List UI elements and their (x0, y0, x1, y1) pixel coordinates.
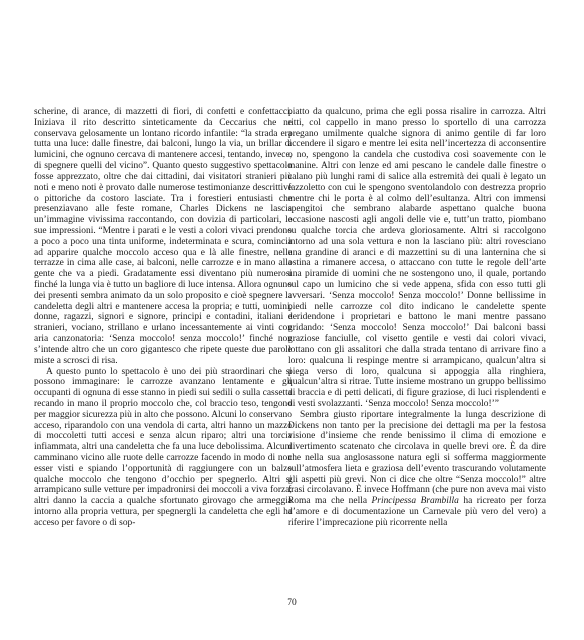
text-run: piatto da qualcuno, prima che egli possa risalire in carrozza. Altri ritti, col cappello in mano presso lo sportello di una carrozza pregano umilmente qualche signora di animo gentile di far loro accendere il sigaro e mentre lei esita nell’incertezza di acconsentire o no, spengono la candela che custodiva così soavemente con le manine. Altri con lenze ed ami pescano le candele dalle finestre o calano più lunghi rami di salice alla estremità dei quali è legato un fazzoletto con cui le spengono sventolandolo con destrezza proprio mentre chi le porta è al colmo dell’esultanza. Altri con immensi spengitoi che sembrano alabarde aspettano qualche buona occasione nascosti agli angoli delle vie e, tutt’un tratto, piombano su qualche torcia che ardeva gloriosamente. Altri si raccolgono intorno ad una sola vettura e non la lasciano più: altri rovesciano una grandine di aranci e di mazzettini su di una lanternina che si ostina a rimanere accesa, o attaccano con tutte le regole dell’arte una piramide di uomini che ne sostengono uno, il quale, portando sul capo un lumicino che si vede appena, sfida con esso tutti gli avversari. ‘Senza moccolo! Senza moccolo!’ Donne bellissime in piedi nelle carrozze col dito indicano le candelette spente deridendone i proprietari e battono le mani mentre passano gridando: ‘Senza moccolo! Senza moccolo!’ Dai balconi bassi graziose fanciulle, col visetto gentile e vesti dai colori vivaci, lottano con gli assalitori che dalla strada tentano di arrivare fino a loro: qualcuna li respinge mentre si arrampicano, qualcun’altra si piega verso di loro, qualcuna si appoggia alla ringhiera, qualcun’altra si ritrae. Tutte insieme mostrano un gruppo bellissimo di braccia e di petti delicati, di figure graziose, di luci risplendenti e di vesti svolazzanti. ‘Senza moccolo! Senza moccolo!’” (288, 107, 546, 409)
italic-title: Principessa Brambilla (371, 496, 459, 507)
left-text-column (34, 107, 292, 529)
paragraph (34, 107, 292, 367)
text-run: ha ricreato per forza d’amore e di documentazione un Carnevale più vero del vero) a riferire l’imprecazione più ricorrente nella (288, 496, 547, 528)
page-number: 70 (287, 598, 297, 608)
right-text-column (288, 107, 546, 529)
paragraph (288, 410, 546, 529)
paragraph (34, 367, 292, 529)
text-run: Sembra giusto riportare integralmente la lunga descrizione di Dickens non tanto per la precisione dei dettagli ma per la festosa visione d’insieme che rende benissimo il clima di emozione e divertimento scatenato che circolava in quelle brevi ore. È da dire che nella sua anglosassone natura egli si sofferma maggiormente sull’atmosfera lieta e graziosa dell’evento trascurando volutamente gli aspetti più grevi. Non ci dice che oltre “Senza moccolo!” altre frasi circolavano. È invece Hoffmann (che pure non aveva mai visto Roma ma che nella (288, 409, 546, 507)
text-run: scherine, di arance, di mazzetti di fiori, di confetti e confettacci. Iniziava il rito descritto sinteticamente da Ceccarius che ne conservava gelosamente un lontano ricordo infantile: “la strada era tutta una luce: dalle finestre, dai balconi, lungo la via, un brillar di lumicini, che ognuno cercava di mantenere accesi, tentando, invece, di spegnere quelli del vicino”. Quanto questo suggestivo spettacolo fosse apprezzato, oltre che dai cittadini, dai visitatori stranieri più noti e meno noti è provato dalle numerose testimonianze descrittive o pittoriche da costoro lasciate. Tra i forestieri entusiasti che presenziavano alle feste romane, Charles Dickens ne lascia un’immagine vivissima raccontando, con dovizia di particolari, le sue impressioni. “Mentre i parati e le vesti a colori vivaci prendono a poco a poco una tinta uniforme, indeterminata e scura, comincia ad apparire qualche moccolo acceso qua e là alle finestre, nelle terrazze in cima alle case, ai balconi, nelle carrozze e in mano alla gente che va a piedi. Gradatamente essi diventano più numerosi finché la lunga via è tutto un bagliore di luce intensa. Allora ognuno dei presenti sembra animato da un solo proposito e cioè spegnere la candeletta degli altri e mantenere accesa la propria; e tutti, uomini, donne, ragazzi, signori e signore, principi e contadini, italiani e stranieri, vociano, strillano e urlano incessantemente ai vinti con aria canzonatoria: ‘Senza moccolo! senza moccolo!’ finché non s’intende altro che un coro gigantesco che ripete queste due parole miste a scrosci di risa. (34, 107, 292, 366)
paragraph (288, 107, 546, 410)
text-run: A questo punto lo spettacolo è uno dei più straordinari che si possono immaginare: le carrozze avanzano lentamente e gli occupanti di ognuna di esse stanno in piedi sui sedili o sulla cassetta recando in mano il proprio moccolo che, col braccio teso, tengono per maggior sicurezza più in alto che possono. Alcuni lo conservano acceso, riparandolo con una vendola di carta, altri hanno un mazzo di moccoletti tutti accesi e senza alcun riparo; altri una torcia infiammata, altri una candeletta che fa una luce debolissima. Alcuni camminano vicino alle ruote delle carrozze facendo in modo di non esser visti e spiando l’opportunità di raggiungere con un balzo qualche moccolo che tengono d’occhio per spegnerlo. Altri si arrampicano sulle vetture per impadronirsi dei moccoli a viva forza; altri danno la caccia a qualche sfortunato girovago che armeggia intorno alla propria vettura, per spegnergli la candeletta che egli ha acceso per favore o di sop- (34, 366, 292, 528)
